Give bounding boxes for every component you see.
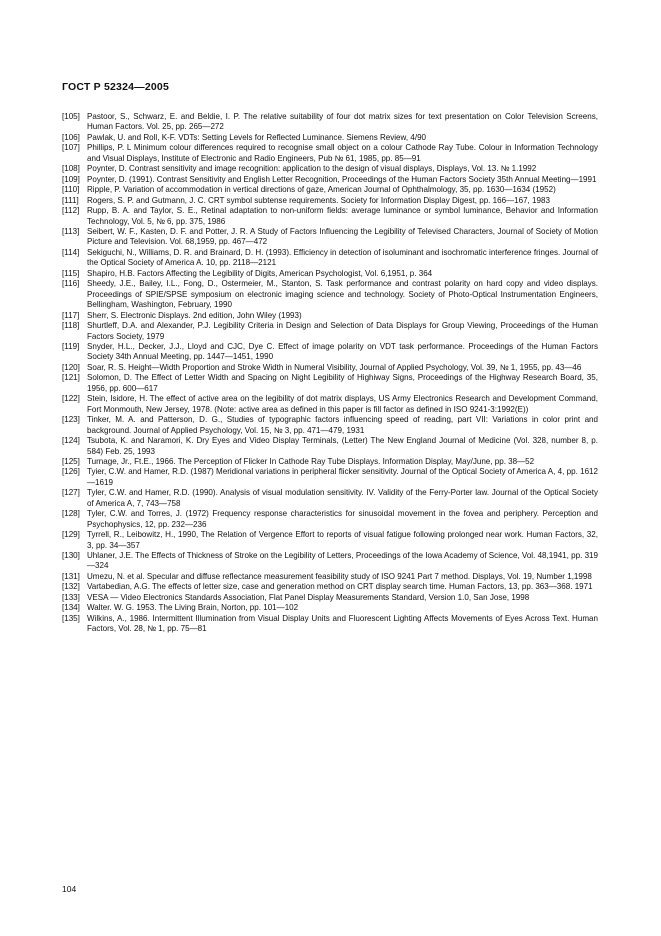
reference-number: [108] <box>62 164 80 174</box>
reference-text: VESA — Video Electronics Standards Association, Flat Panel Display Measurements Standard, Version 1.0, San Jose, 1998 <box>87 592 530 602</box>
reference-number: [113] <box>62 226 80 236</box>
reference-number: [120] <box>62 362 80 372</box>
reference-number: [123] <box>62 415 80 425</box>
reference-entry <box>62 603 598 613</box>
reference-number: [131] <box>62 571 80 581</box>
reference-number: [130] <box>62 551 80 561</box>
reference-entry <box>62 175 598 185</box>
reference-entry <box>62 363 598 373</box>
reference-entry <box>62 415 598 436</box>
reference-number: [119] <box>62 341 80 351</box>
reference-entry <box>62 342 598 363</box>
reference-entry <box>62 321 598 342</box>
reference-entry <box>62 530 598 551</box>
reference-number: [109] <box>62 174 80 184</box>
reference-text: Tyler, C.W. and Torres, J. (1972) Frequency response characteristics for sinusoidal movement in the fovea and periphery. Perception and Psychophysics, 12, pp. 232—236 <box>87 509 598 529</box>
reference-entry <box>62 143 598 164</box>
reference-number: [115] <box>62 268 80 278</box>
reference-text: Walter. W. G. 1953. The Living Brain, Norton, pp. 101—102 <box>87 603 299 613</box>
reference-entry <box>62 164 598 174</box>
reference-entry <box>62 185 598 195</box>
reference-entry <box>62 112 598 133</box>
reference-text: Shurtleff, D.A. and Alexander, P.J. Legibility Criteria in Design and Selection of Data Displays for Group Viewing, Proceedings of the Human Factors Society, 1979 <box>87 321 598 341</box>
reference-entry <box>62 248 598 269</box>
reference-text: Umezu, N. et al. Specular and diffuse reflectance measurement feasibility study of ISO 9241 Part 7 method. Displays, Vol. 19, Number 1,1998 <box>87 571 592 581</box>
reference-number: [118] <box>62 321 80 331</box>
reference-entry <box>62 582 598 592</box>
reference-number: [111] <box>62 195 79 205</box>
reference-text: Rupp, B. A. and Taylor, S. E., Retinal adaptation to non-uniform fields: average luminance or symbol luminance, Behavior and Information Technology, Vol. 5, № 6, pp. 375, 1986 <box>87 206 598 226</box>
reference-text: Vartabedian, A.G. The effects of letter size, case and generation method on CRT display search time. Human Factors, 13, pp. 363—368. 1971 <box>87 582 593 592</box>
reference-entry <box>62 311 598 321</box>
reference-number: [125] <box>62 456 80 466</box>
reference-number: [106] <box>62 132 80 142</box>
reference-text: Pastoor, S., Schwarz, E. and Beldie, I. P. The relative suitability of four dot matrix sizes for text presentation on Color Television Screens, Human Factors. Vol. 25, pp. 265—272 <box>87 112 598 132</box>
reference-number: [122] <box>62 394 80 404</box>
reference-number: [105] <box>62 112 80 121</box>
reference-text: Sherr, S. Electronic Displays. 2nd edition, John Wiley (1993) <box>87 310 302 320</box>
reference-text: Snyder, H.L., Decker, J.J., Lloyd and CJC, Dye C. Effect of image polarity on VDT task performance. Proceedings of the Human Factors Society 34th Annual Meeting, pp. 1447—1451, 1990 <box>87 341 598 362</box>
reference-text: Phillips, P. L Minimum colour differences required to recognise small object on a colour Cathode Ray Tube. Colour in Information Technology and Visual Displays, Institute of Electronic and Radio Engineers, Pub № 61, 1985, pp. 85—91 <box>87 143 598 163</box>
reference-entry <box>62 373 598 394</box>
reference-text: Pawlak, U. and Roll, K-F. VDTs: Setting Levels for Reflected Luminance. Siemens Review, 4/90 <box>87 132 427 142</box>
reference-entry <box>62 593 598 603</box>
reference-text: Sheedy, J.E., Bailey, I.L., Fong, D., Ostermeier, M., Stanton, S. Task performance and contrast polarity on hard copy and video displays. Proceedings of SPIE/SPSE symposium on electronic imaging science and technology. Society of Photo-Optical Instrumentation Engineers, Bellingham, Washington, February, 1990 <box>87 279 598 310</box>
document-header: ГОСТ Р 52324—2005 <box>62 81 170 93</box>
reference-number: [117] <box>62 310 80 320</box>
reference-text: Soar, R. S. Height—Width Proportion and Stroke Width in Numeral Visibility, Journal of Applied Psychology, Vol. 39, № 1, 1955, pp. 43—46 <box>87 362 582 372</box>
reference-text: Turnage, Jr., Ft.E., 1966. The Perception of Flicker In Cathode Ray Tube Displays. Information Display, May/June, pp. 38—52 <box>87 456 535 466</box>
reference-number: [116] <box>62 279 80 289</box>
reference-number: [129] <box>62 530 80 540</box>
reference-entry <box>62 467 598 488</box>
reference-text: Tyrrell, R., Leibowitz, H., 1990, The Relation of Vergence Effort to reports of visual fatigue following prolonged near work. Human Factors, 32, 3, pp. 34—357 <box>87 530 598 550</box>
reference-text: Solomon, D. The Effect of Letter Width and Spacing on Night Legibility of Highiway Signs, Proceedings of the Highway Research Board, 35, 1956, pp. 600—617 <box>87 373 598 393</box>
reference-entry <box>62 227 598 248</box>
reference-entry <box>62 509 598 530</box>
reference-entry <box>62 436 598 457</box>
reference-list <box>62 112 598 635</box>
reference-number: [128] <box>62 509 80 519</box>
reference-text: Tsubota, K. and Naramori, K. Dry Eyes and Video Display Terminals, (Letter) The New England Journal of Medicine (Vol. 328, number 8, p. 584) Feb. 25, 1993 <box>87 436 598 456</box>
reference-text: Ripple, P. Variation of accommodation in vertical directions of gaze, American Journal of Ophthalmology, 35, pp. 1630—1634 (1952) <box>87 185 556 195</box>
reference-number: [127] <box>62 488 80 498</box>
reference-text: Wilkins, A., 1986. Intermittent Illumination from Visual Display Units and Fluorescent Lighting Affects Movements of Eyes Across Text. Human Factors, Vol. 28, № 1, pp. 75—81 <box>87 613 598 634</box>
reference-text: Stein, Isidore, H. The effect of active area on the legibility of dot matrix displays, US Army Electronics Research and Development Command, Fort Monmouth, New Jersey, 1978. (Note: active area as defined in this paper is fill factor as defined in ISO 9241-3:1992(E)) <box>87 394 598 414</box>
reference-entry <box>62 614 598 635</box>
reference-text: Rogers, S. P. and Gutmann, J. C. CRT symbol subtense requirements. Society for Information Display Digest, pp. 166—167, 1983 <box>87 195 550 205</box>
reference-entry <box>62 488 598 509</box>
reference-entry <box>62 133 598 143</box>
reference-number: [132] <box>62 582 80 592</box>
reference-text: Tyler, C.W. and Hamer, R.D. (1990). Analysis of visual modulation sensitivity. IV. Validity of the Ferry-Porter law. Journal of the Optical Society of America A, 7, 743—758 <box>87 488 598 508</box>
reference-text: Sekiguchi, N., Williams, D. R. and Brainard, D. H. (1993). Efficiency in detection of isoluminant and isochromatic interference fringes. Journal of the Optical Society of America A. 10, pp. 2118—2121 <box>87 247 598 268</box>
reference-text: Tyier, C.W. and Hamer, R.D. (1987) Meridional variations in peripheral flicker sensitivity. Journal of the Optical Society of America A, 4, pp. 1612—1619 <box>87 467 598 487</box>
reference-text: Uhlaner, J.E. The Effects of Thickness of Stroke on the Legibility of Letters, Proceedings of the Iowa Academy of Science, Vol. 48,1941, pp. 319—324 <box>87 551 598 571</box>
reference-entry <box>62 394 598 415</box>
reference-number: [134] <box>62 603 80 613</box>
reference-text: Seibert, W. F., Kasten, D. F. and Potter, J. R. A Study of Factors Influencing the Legibility of Televised Characters, Journal of Society of Motion Picture and Television. Vol. 68,1959, pp. 467—472 <box>87 226 598 247</box>
reference-number: [135] <box>62 613 80 623</box>
reference-text: Poynter, D. Contrast sensitivity and image recognition: application to the design of visual displays, Displays, Vol. 13. № 1.1992 <box>87 164 537 174</box>
reference-entry <box>62 196 598 206</box>
reference-entry <box>62 279 598 310</box>
reference-entry <box>62 269 598 279</box>
reference-text: Poynter, D. (1991). Contrast Sensitivity and English Letter Recognition, Proceedings of the Human Factors Society 35th Annual Meeting—1991 <box>87 174 597 184</box>
reference-number: [114] <box>62 247 80 257</box>
reference-number: [124] <box>62 436 80 446</box>
reference-entry <box>62 572 598 582</box>
reference-entry <box>62 551 598 572</box>
reference-number: [126] <box>62 467 80 477</box>
page-number: 104 <box>62 884 77 894</box>
reference-number: [121] <box>62 373 80 383</box>
reference-number: [133] <box>62 592 80 602</box>
reference-text: Shapiro, H.B. Factors Affecting the Legibility of Digits, American Psychologist, Vol. 6,1951, p. 364 <box>87 268 433 278</box>
reference-number: [112] <box>62 206 80 216</box>
reference-entry <box>62 206 598 227</box>
reference-number: [110] <box>62 185 80 195</box>
reference-number: [107] <box>62 143 80 153</box>
reference-entry <box>62 457 598 467</box>
reference-text: Tinker, M. A. and Patterson, D. G., Studies of typographic factors influencing speed of reading, part VII: Variations in color print and background. Journal of Applied Psychology, Vol. 15, № 3, pp. 471—479, 1931 <box>87 415 598 435</box>
